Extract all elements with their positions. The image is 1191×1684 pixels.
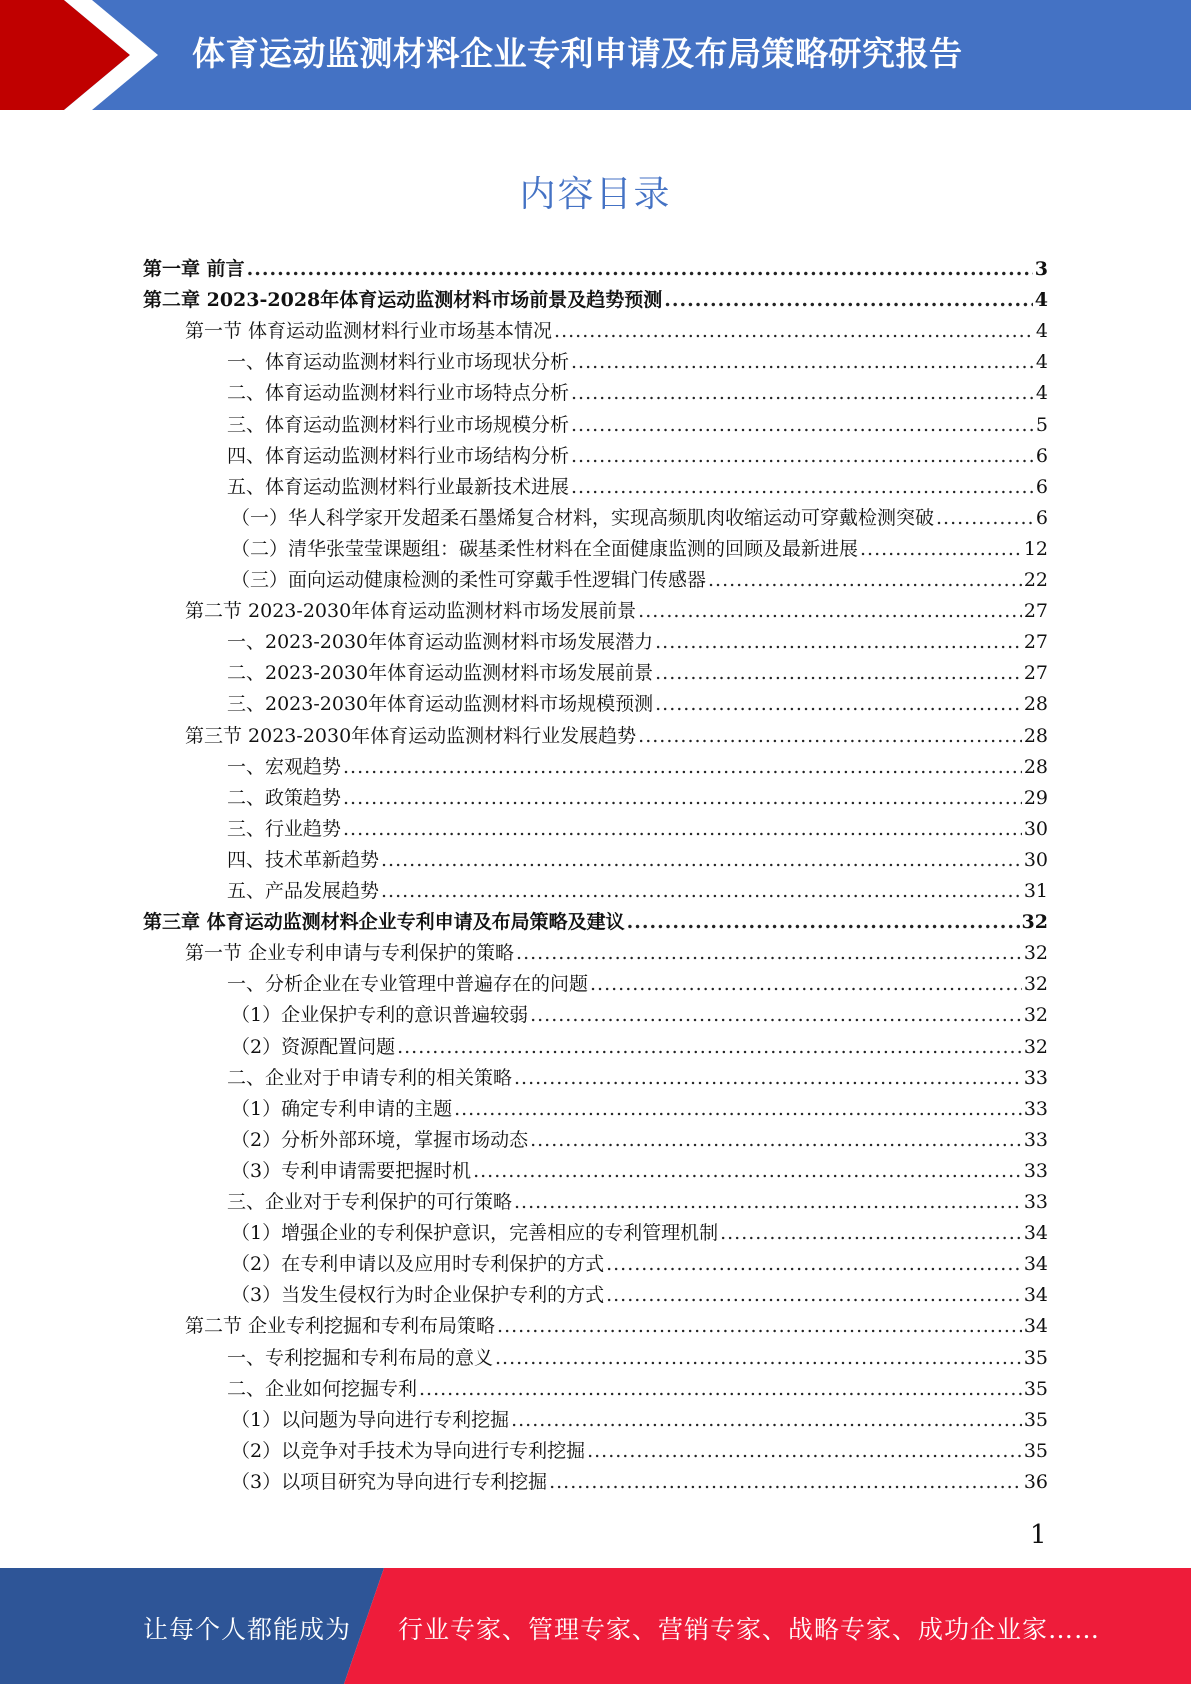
toc-entry-title: （3）专利申请需要把握时机 <box>231 1160 472 1182</box>
toc-entry-title: （2）在专利申请以及应用时专利保护的方式 <box>231 1253 605 1275</box>
toc-leader-dots <box>627 907 1020 938</box>
toc-entry-page: 35 <box>1023 1409 1048 1431</box>
toc-leader-dots <box>495 1343 1022 1374</box>
toc-leader-dots <box>530 1125 1022 1156</box>
toc-entry-title: （3）以项目研究为导向进行专利挖掘 <box>231 1471 548 1493</box>
toc-entry-title: （1）企业保护专利的意识普遍较弱 <box>231 1004 529 1026</box>
toc-entry[interactable] <box>231 1280 1048 1311</box>
toc-entry-page: 30 <box>1023 818 1048 840</box>
toc-leader-dots <box>530 1000 1022 1031</box>
toc-entry-page: 5 <box>1035 414 1048 436</box>
toc-entry-page: 4 <box>1035 382 1048 404</box>
toc-entry-page: 35 <box>1023 1347 1048 1369</box>
toc-entry[interactable] <box>227 689 1048 720</box>
toc-entry[interactable] <box>227 472 1048 503</box>
toc-entry-title: （2）资源配置问题 <box>231 1036 396 1058</box>
toc-entry-title: （1）以问题为导向进行专利挖掘 <box>231 1409 510 1431</box>
toc-entry[interactable] <box>231 1436 1048 1467</box>
toc-entry-title: 第三节 2023-2030年体育运动监测材料行业发展趋势 <box>185 725 637 747</box>
toc-entry[interactable] <box>227 845 1048 876</box>
toc-entry[interactable] <box>231 1467 1048 1498</box>
toc-entry-page: 35 <box>1023 1440 1048 1462</box>
toc-entry[interactable] <box>227 752 1048 783</box>
toc-entry-page: 4 <box>1035 351 1048 373</box>
toc-entry-page: 34 <box>1023 1253 1048 1275</box>
toc-entry-page: 6 <box>1035 445 1048 467</box>
toc-leader-dots <box>655 627 1022 658</box>
toc-entry[interactable] <box>143 254 1048 285</box>
toc-entry-title: 二、政策趋势 <box>227 787 342 809</box>
toc-entry[interactable] <box>227 1374 1048 1405</box>
toc-entry[interactable] <box>227 876 1048 907</box>
toc-leader-dots <box>655 658 1022 689</box>
toc-leader-dots <box>936 503 1034 534</box>
toc-entry-page: 33 <box>1023 1160 1048 1182</box>
toc-leader-dots <box>587 1436 1022 1467</box>
toc-entry-title: （3）当发生侵权行为时企业保护专利的方式 <box>231 1284 605 1306</box>
toc-entry-title: 四、技术革新趋势 <box>227 849 380 871</box>
toc-entry-page: 35 <box>1023 1378 1048 1400</box>
toc-leader-dots <box>549 1467 1022 1498</box>
toc-leader-dots <box>514 1187 1022 1218</box>
toc-entry[interactable] <box>185 938 1048 969</box>
toc-leader-dots <box>571 347 1034 378</box>
toc-leader-dots <box>381 845 1022 876</box>
toc-leader-dots <box>571 472 1034 503</box>
toc-entry[interactable] <box>231 1156 1048 1187</box>
toc-entry[interactable] <box>227 1187 1048 1218</box>
toc-entry-page: 32 <box>1023 1004 1048 1026</box>
toc-entry-title: （1）增强企业的专利保护意识，完善相应的专利管理机制 <box>231 1222 719 1244</box>
toc-entry-title: 五、体育运动监测材料行业最新技术进展 <box>227 476 570 498</box>
toc-entry[interactable] <box>227 783 1048 814</box>
toc-entry-title: 三、企业对于专利保护的可行策略 <box>227 1191 513 1213</box>
toc-entry[interactable] <box>231 534 1048 565</box>
report-title: 体育运动监测材料企业专利申请及布局策略研究报告 <box>192 34 963 73</box>
header-band <box>0 0 1191 110</box>
toc-entry-page: 6 <box>1035 476 1048 498</box>
toc-entry[interactable] <box>227 1343 1048 1374</box>
toc-entry-page: 27 <box>1023 662 1048 684</box>
toc-entry-title: （1）确定专利申请的主题 <box>231 1098 453 1120</box>
toc-entry-page: 34 <box>1023 1222 1048 1244</box>
toc-entry-page: 28 <box>1023 693 1048 715</box>
toc-entry-page: 32 <box>1023 973 1048 995</box>
toc-entry[interactable] <box>227 627 1048 658</box>
toc-leader-dots <box>514 1063 1022 1094</box>
toc-entry-page: 28 <box>1023 725 1048 747</box>
toc-leader-dots <box>638 721 1022 752</box>
toc-leader-dots <box>571 410 1034 441</box>
toc-entry[interactable] <box>227 347 1048 378</box>
toc-leader-dots <box>655 689 1022 720</box>
toc-leader-dots <box>247 254 1033 285</box>
toc-entry-title: 二、企业如何挖掘专利 <box>227 1378 418 1400</box>
toc-entry-title: 一、专利挖掘和专利布局的意义 <box>227 1347 494 1369</box>
toc-leader-dots <box>664 285 1033 316</box>
toc-entry-page: 32 <box>1021 911 1048 933</box>
toc-entry-title: 第一章 前言 <box>143 258 245 280</box>
toc-leader-dots <box>473 1156 1022 1187</box>
toc-entry-title: （2）分析外部环境，掌握市场动态 <box>231 1129 529 1151</box>
toc-entry-page: 29 <box>1023 787 1048 809</box>
toc-leader-dots <box>606 1249 1022 1280</box>
toc-entry[interactable] <box>185 721 1048 752</box>
toc-entry[interactable] <box>231 1125 1048 1156</box>
toc-entry[interactable] <box>185 1311 1048 1342</box>
toc-entry-page: 34 <box>1023 1284 1048 1306</box>
toc-entry-title: 二、体育运动监测材料行业市场特点分析 <box>227 382 570 404</box>
footer-slogan-right: 行业专家、管理专家、营销专家、战略专家、成功企业家…… <box>398 1615 1101 1644</box>
toc-entry[interactable] <box>185 316 1048 347</box>
toc-entry-page: 27 <box>1023 631 1048 653</box>
toc-entry-title: 一、分析企业在专业管理中普遍存在的问题 <box>227 973 589 995</box>
toc-leader-dots <box>638 596 1022 627</box>
toc-title: 内容目录 <box>519 174 672 215</box>
toc-entry[interactable] <box>231 1032 1048 1063</box>
footer-slogan-left: 让每个人都能成为 <box>143 1615 352 1644</box>
toc-entry-title: （一）华人科学家开发超柔石墨烯复合材料，实现高频肌肉收缩运动可穿戴检测突破 <box>231 507 935 529</box>
toc-leader-dots <box>381 876 1022 907</box>
toc-leader-dots <box>397 1032 1022 1063</box>
toc-entry-page: 33 <box>1023 1129 1048 1151</box>
toc-entry-page: 12 <box>1023 538 1048 560</box>
toc-leader-dots <box>571 441 1034 472</box>
toc-entry[interactable] <box>227 1063 1048 1094</box>
toc-entry-page: 32 <box>1023 1036 1048 1058</box>
toc-entry-title: 二、企业对于申请专利的相关策略 <box>227 1067 513 1089</box>
toc-entry-title: 一、2023-2030年体育运动监测材料市场发展潜力 <box>227 631 654 653</box>
page-number: 1 <box>1030 1520 1047 1550</box>
toc-entry-page: 33 <box>1023 1191 1048 1213</box>
toc-entry-title: 三、行业趋势 <box>227 818 342 840</box>
toc-leader-dots <box>554 316 1034 347</box>
toc-entry-title: 四、体育运动监测材料行业市场结构分析 <box>227 445 570 467</box>
toc-leader-dots <box>516 938 1022 969</box>
footer-band <box>0 1568 1191 1684</box>
toc-leader-dots <box>497 1311 1022 1342</box>
toc-entry-page: 36 <box>1023 1471 1048 1493</box>
toc-entry-page: 4 <box>1034 289 1048 311</box>
toc-entry-title: 三、2023-2030年体育运动监测材料市场规模预测 <box>227 693 654 715</box>
toc-leader-dots <box>419 1374 1022 1405</box>
toc-entry[interactable] <box>227 814 1048 845</box>
toc-entry-title: 一、体育运动监测材料行业市场现状分析 <box>227 351 570 373</box>
toc-entry[interactable] <box>231 1218 1048 1249</box>
toc-entry[interactable] <box>227 410 1048 441</box>
toc-entry[interactable] <box>231 1405 1048 1436</box>
toc-entry-page: 3 <box>1034 258 1048 280</box>
toc-entry[interactable] <box>231 1094 1048 1125</box>
toc-leader-dots <box>343 752 1022 783</box>
toc-entry-page: 32 <box>1023 942 1048 964</box>
toc-entry[interactable] <box>231 565 1048 596</box>
toc-entry-title: 二、2023-2030年体育运动监测材料市场发展前景 <box>227 662 654 684</box>
toc-entry-title: 一、宏观趋势 <box>227 756 342 778</box>
toc-entry[interactable] <box>143 907 1048 938</box>
toc-leader-dots <box>708 565 1022 596</box>
toc-entry-title: （二）清华张莹莹课题组：碳基柔性材料在全面健康监测的回顾及最新进展 <box>231 538 859 560</box>
toc-entry-title: 第二章 2023-2028年体育运动监测材料市场前景及趋势预测 <box>143 289 663 311</box>
toc-entry-page: 34 <box>1023 1315 1048 1337</box>
toc-entry-page: 27 <box>1023 600 1048 622</box>
toc-entry-title: 五、产品发展趋势 <box>227 880 380 902</box>
toc-entry-page: 6 <box>1035 507 1048 529</box>
toc-leader-dots <box>511 1405 1022 1436</box>
toc-entry-page: 33 <box>1023 1067 1048 1089</box>
toc-entry-page: 30 <box>1023 849 1048 871</box>
toc-entry[interactable] <box>143 285 1048 316</box>
toc-entry[interactable] <box>227 969 1048 1000</box>
toc-entry-title: 第二节 2023-2030年体育运动监测材料市场发展前景 <box>185 600 637 622</box>
toc-leader-dots <box>720 1218 1022 1249</box>
toc-entry-title: 三、体育运动监测材料行业市场规模分析 <box>227 414 570 436</box>
toc-entry-title: （三）面向运动健康检测的柔性可穿戴手性逻辑门传感器 <box>231 569 707 591</box>
toc-entry-page: 22 <box>1023 569 1048 591</box>
toc-entry-title: 第三章 体育运动监测材料企业专利申请及布局策略及建议 <box>143 911 625 933</box>
toc-entry[interactable] <box>231 503 1048 534</box>
toc-entry[interactable] <box>227 658 1048 689</box>
toc-entry-title: 第一节 企业专利申请与专利保护的策略 <box>185 942 515 964</box>
toc-leader-dots <box>860 534 1022 565</box>
toc-leader-dots <box>343 814 1022 845</box>
toc-entry[interactable] <box>231 1249 1048 1280</box>
toc-entry-title: 第二节 企业专利挖掘和专利布局策略 <box>185 1315 496 1337</box>
toc-entry-title: 第一节 体育运动监测材料行业市场基本情况 <box>185 320 553 342</box>
toc-entry-title: （2）以竞争对手技术为导向进行专利挖掘 <box>231 1440 586 1462</box>
toc-leader-dots <box>571 378 1034 409</box>
toc-entry[interactable] <box>227 378 1048 409</box>
toc-entry[interactable] <box>231 1000 1048 1031</box>
toc-entry[interactable] <box>227 441 1048 472</box>
toc-entry-page: 4 <box>1035 320 1048 342</box>
toc-entry-page: 31 <box>1023 880 1048 902</box>
toc-entry-page: 33 <box>1023 1098 1048 1120</box>
toc-leader-dots <box>343 783 1022 814</box>
toc-leader-dots <box>454 1094 1022 1125</box>
toc-entry[interactable] <box>185 596 1048 627</box>
toc-leader-dots <box>590 969 1022 1000</box>
toc-leader-dots <box>606 1280 1022 1311</box>
toc-entry-page: 28 <box>1023 756 1048 778</box>
